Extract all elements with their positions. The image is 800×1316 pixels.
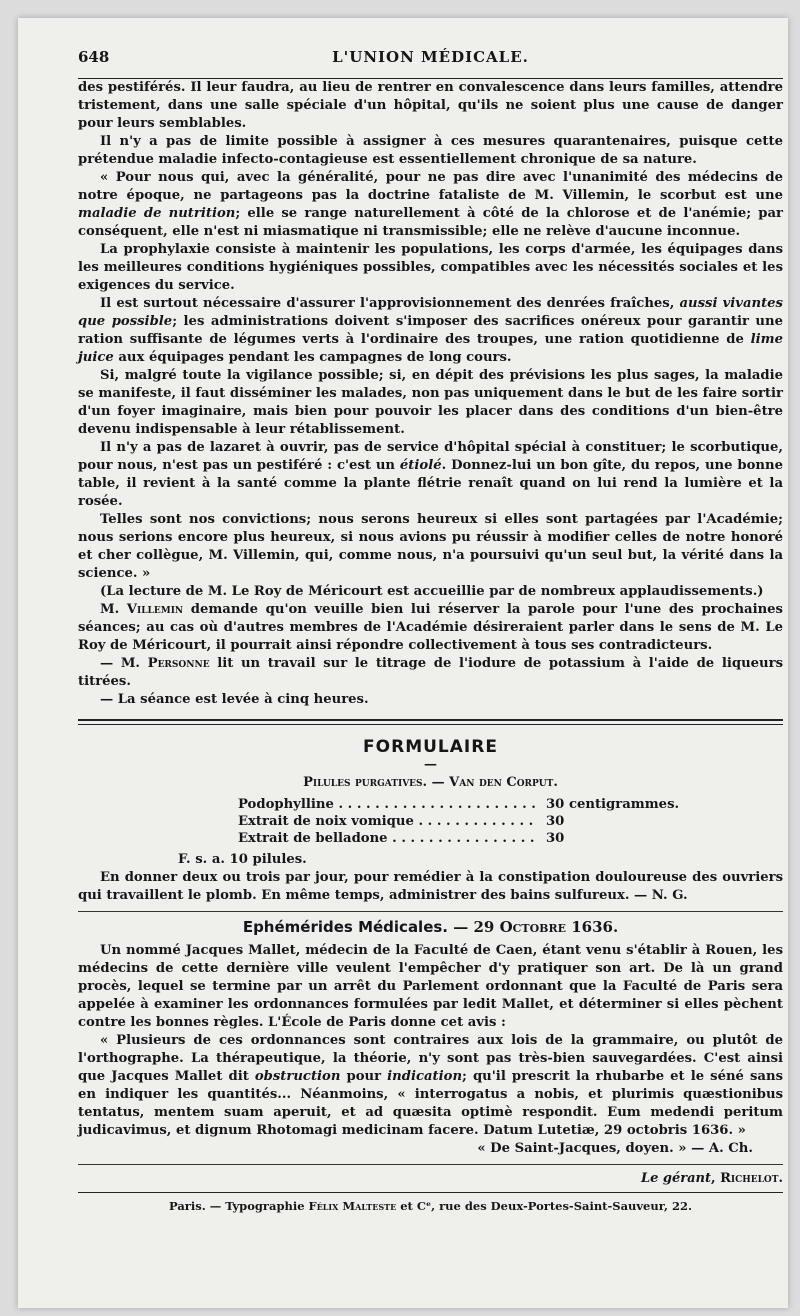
- p11-prefix: — M.: [100, 656, 148, 671]
- p3-text-b: ; elle se range naturellement à côté de la chlorose et de l'anémie; par conséquent, elle n'est ni miasmatique ni transmissible; elle ne relève d'aucune inconnue.: [78, 206, 783, 239]
- p7-text-b: . Donnez-lui un bon gîte, du repos, une bonne table, il revient à la santé comme la plante flétrie renaît quand on lui rend la lumière et la rosée.: [78, 458, 783, 509]
- paragraph-8: Telles sont nos convictions; nous serons heureux si elles sont partagées par l'Académie; nous serions encore plus heureux, si nous avions pu réussir à modifier celles de notre honoré et cher collègue, M. Villemin, qui, comme nous, n'a poursuivi qu'un seul but, la vérité dans la science. »: [78, 512, 783, 581]
- printer-name: Félix Malteste: [308, 1199, 397, 1213]
- ingredient-dose: 30 centigrammes.: [546, 797, 680, 812]
- footer-rule: [78, 1164, 783, 1165]
- recipe-fsa: F. s. a. 10 pilules.: [178, 852, 307, 867]
- ingredient-name: Extrait de belladone . . .: [238, 830, 538, 847]
- journal-title: L'UNION MÉDICALE.: [332, 48, 529, 66]
- p5-text-b: ; les administrations doivent s'imposer des sacrifices onéreux pour garantir une ration suffisante de légumes verts à l'ordinaire des troupes, une ration quotidienne de: [78, 314, 783, 347]
- paragraph-3: [78, 169, 783, 241]
- gerant-line: [78, 1171, 783, 1186]
- paragraph-9: (La lecture de M. Le Roy de Méricourt est accueillie par de nombreux applaudissements.): [100, 584, 764, 599]
- ingredient-dose: 30: [546, 831, 565, 846]
- ingredient-list: [238, 796, 783, 847]
- paragraph-2: Il n'y a pas de limite possible à assigner à ces mesures quarantenaires, puisque cette prétendue maladie infecto-contagieuse est essentiellement chronique de sa nature.: [78, 134, 783, 167]
- speaker-personne: Personne: [147, 656, 210, 671]
- page-content: [78, 48, 783, 1213]
- ingredient-row: [238, 813, 783, 830]
- p3-emphasis: maladie de nutrition: [78, 206, 236, 221]
- paragraph-12: — La séance est levée à cinq heures.: [100, 692, 369, 707]
- ephemerides-date: 29 Octobre 1636.: [473, 918, 619, 936]
- eph-p2-emphasis-1: obstruction: [254, 1069, 341, 1084]
- p5-text-c: aux équipages pendant les campagnes de long cours.: [113, 350, 512, 365]
- eph-p2-text-a: « Plusieurs de ces ordonnances sont contraires aux lois de la grammaire, ou plutôt de l'orthographe. La thérapeutique, la théorie, n'y sont pas très-bien sauvegardées. C'est ainsi que Jacques Mallet dit: [78, 1033, 783, 1084]
- formulaire-section: [78, 737, 783, 905]
- paragraph-1: des pestiférés. Il leur faudra, au lieu de rentrer en convalescence dans leurs familles, attendre tristement, dans une salle spéciale d'un hôpital, qu'ils ne soient plus une cause de danger pour leurs semblables.: [78, 80, 783, 131]
- running-head: [78, 48, 783, 68]
- ephemerides-paragraph-1: Un nommé Jacques Mallet, médecin de la Faculté de Caen, étant venu s'établir à Rouen, les médecins de cette dernière ville veulent l'empêcher d'y pratiquer son art. De là un grand procès, lequel se termine par un arrêt du Parlement ordonnant que la Faculté de Paris sera appelée à examiner les ordonnances formulées par ledit Mallet, et déterminer si elles pèchent contre les bonnes règles. L'École de Paris donne cet avis :: [78, 943, 783, 1030]
- recipe-heading: [78, 775, 783, 790]
- ingredient-row: [238, 830, 783, 847]
- p5-emphasis-1: aussi vivantes que possible: [78, 296, 783, 329]
- ephemerides-section: [78, 918, 783, 1158]
- paragraph-11: [78, 655, 783, 691]
- recipe-instructions-block: [78, 869, 783, 905]
- p5-emphasis-2: lime juice: [78, 332, 783, 365]
- ephemerides-title: Ephémérides Médicales.: [242, 918, 449, 936]
- gerant-comma: ,: [711, 1171, 721, 1186]
- ingredient-name: Podophylline . . .: [238, 796, 538, 813]
- p11-text: lit un travail sur le titrage de l'iodure de potassium à l'aide de liqueurs titrées.: [78, 656, 784, 689]
- eph-p2-text-b: pour: [340, 1069, 388, 1084]
- printer-text-b: et Cᵉ, rue des Deux-Portes-Saint-Sauveur, 22.: [396, 1199, 692, 1213]
- formulaire-title: FORMULAIRE: [363, 737, 498, 757]
- recipe-name: Pilules purgatives.: [303, 775, 428, 790]
- ingredient-row: [238, 796, 783, 813]
- ephemerides-body: [78, 942, 783, 1140]
- page-number: 648: [78, 48, 110, 66]
- p10-text: demande qu'on veuille bien lui réserver la parole pour l'une des prochaines séances; au cas où d'autres membres de l'Académie désireraient parler dans le sens de M. Le Roy de Méricourt, il pourrait ainsi répondre collectivement à tous ses contradicteurs.: [78, 602, 783, 653]
- paragraph-6: Si, malgré toute la vigilance possible; si, en dépit des prévisions les plus sages, la maladie se manifeste, il faut disséminer les malades, non pas uniquement dans le but de les faire sortir d'un foyer imaginaire, mais bien pour pouvoir les placer dans des conditions d'un bien-être devenu indispensable à leur rétablissement.: [78, 368, 783, 437]
- journal-page: [18, 18, 788, 1308]
- p3-text-a: « Pour nous qui, avec la généralité, pour ne pas dire avec l'unanimité des médecins de notre époque, ne partageons pas la doctrine fataliste de M. Villemin, le scorbut est une: [78, 170, 783, 203]
- ephemerides-heading: [78, 918, 783, 936]
- printer-rule: [78, 1192, 783, 1193]
- paragraph-10: [78, 601, 783, 655]
- p5-text-a: Il est surtout nécessaire d'assurer l'approvisionnement des denrées fraîches,: [100, 296, 680, 311]
- session-report: [78, 79, 783, 709]
- section-divider-ephemerides: [78, 911, 783, 912]
- p7-text-a: Il n'y a pas de lazaret à ouvrir, pas de service d'hôpital spécial à constituer; le scorbutique, pour nous, n'est pas un pestiféré : c'est un: [78, 440, 783, 473]
- gerant-name: Richelot.: [720, 1171, 783, 1186]
- printer-text-a: Paris. — Typographie: [169, 1199, 309, 1213]
- recipe-author: Van den Corput.: [449, 775, 558, 790]
- paragraph-7: [78, 439, 783, 511]
- ephemerides-signature: « De Saint-Jacques, doyen. » — A. Ch.: [477, 1141, 753, 1156]
- recipe-sep: —: [427, 775, 450, 790]
- recipe-instructions: En donner deux ou trois par jour, pour remédier à la constipation douloureuse des ouvriers qui travaillent le plomb. En même temps, administrer des bains sulfureux. — N. G.: [78, 870, 783, 903]
- ephemerides-paragraph-2: [78, 1032, 783, 1140]
- ingredient-name: Extrait de noix vomique . . .: [238, 813, 538, 830]
- ephemerides-date-sep: —: [448, 918, 474, 936]
- gerant-label: Le gérant: [640, 1171, 711, 1186]
- paragraph-5: [78, 295, 783, 367]
- eph-p2-emphasis-2: indication: [387, 1069, 463, 1084]
- p7-emphasis: étiolé: [399, 458, 442, 473]
- formulaire-dash: —: [424, 757, 437, 772]
- paragraph-4: La prophylaxie consiste à maintenir les populations, les corps d'armée, les équipages dans les meilleures conditions hygiéniques possibles, compatibles avec les nécessités sociales et les exigences du service.: [78, 242, 783, 293]
- ingredient-dose: 30: [546, 814, 565, 829]
- eph-p2-text-c: ; qu'il prescrit la rhubarbe et le séné sans en indiquer les quantités... Néanmoins, « interrogatus a nobis, et plurimis quæstionibus tentatus, mentem suam aperuit, et ad quæsita optimè respondit. Eum medendi peritum judicavimus, et dignum Rhotomagi medicinam facere. Datum Lutetiæ, 29 octobris 1636. »: [78, 1069, 783, 1138]
- section-divider-formulaire: [78, 719, 783, 725]
- speaker-villemin: M. Villemin: [100, 602, 184, 617]
- printer-imprint: [78, 1199, 783, 1213]
